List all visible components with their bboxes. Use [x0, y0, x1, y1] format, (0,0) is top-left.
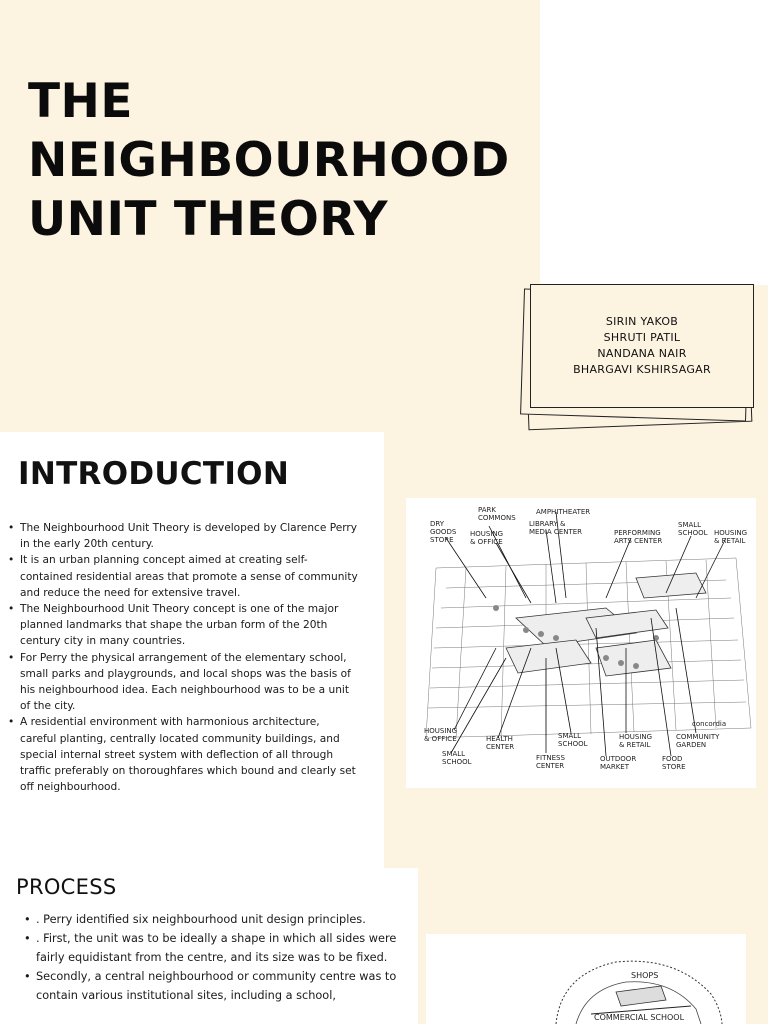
diagram-label: MARKET	[600, 763, 629, 771]
svg-text:PARK	[478, 506, 496, 514]
svg-text:GARDEN	[676, 741, 706, 749]
diagram-label: ARTS CENTER	[614, 537, 663, 545]
sketch-illustration	[426, 934, 746, 1024]
svg-text:SMALL	[678, 521, 701, 529]
svg-text:SMALL	[442, 750, 465, 758]
list-item: • . Perry identified six neighbourhood unit design principles.	[24, 910, 408, 929]
svg-text:CENTER	[536, 762, 564, 770]
diagram-label: LIBRARY &	[529, 520, 566, 528]
svg-text:concordia	[692, 720, 726, 728]
title-line-3: UNIT THEORY	[28, 192, 389, 247]
author-name: SIRIN YAKOB	[605, 315, 679, 328]
diagram-label: CENTER	[486, 743, 515, 751]
list-item: • For Perry the physical arrangement of the elementary school, small parks and playgrounds, and local shops was the basis of his neighbourhood idea. Each neighbourhood was to be a unit of the city.	[8, 650, 358, 715]
svg-text:SCHOOL	[442, 758, 472, 766]
svg-text:GOODS	[430, 528, 457, 536]
diagram-label: & OFFICE	[470, 538, 503, 546]
svg-text:& OFFICE	[470, 538, 503, 546]
diagram-label: FITNESS	[536, 754, 565, 762]
diagram-label: AMPHITHEATER	[536, 508, 591, 516]
diagram-label: GOODS	[430, 528, 457, 536]
list-item: • The Neighbourhood Unit Theory is developed by Clarence Perry in the early 20th century.	[8, 520, 358, 552]
diagram-label: & RETAIL	[714, 537, 746, 545]
diagram-label: SCHOOL	[442, 758, 472, 766]
diagram-label: PARK	[478, 506, 497, 514]
diagram-label: STORE	[662, 763, 686, 771]
svg-text:& OFFICE	[424, 735, 457, 743]
diagram-label: COMMONS	[478, 514, 516, 522]
title-line-1: THE	[28, 74, 134, 129]
svg-text:& RETAIL	[619, 741, 651, 749]
svg-text:HOUSING	[424, 727, 457, 735]
author-name: NANDANA NAIR	[597, 347, 687, 360]
svg-text:LIBRARY &	[529, 520, 566, 528]
svg-text:SCHOOL	[558, 740, 588, 748]
diagram-label: FOOD	[662, 755, 683, 763]
svg-text:ARTS CENTER	[614, 537, 662, 545]
diagram-label: HOUSING	[424, 727, 458, 735]
authors-card	[520, 284, 756, 426]
process-heading: PROCESS	[16, 875, 117, 899]
svg-text:MARKET	[600, 763, 630, 771]
list-item: • The Neighbourhood Unit Theory concept is one of the major planned landmarks that shape the urban form of the 20th century city in many countries.	[8, 601, 358, 650]
neighbourhood-sketch	[426, 934, 746, 1024]
diagram-label: DRY	[430, 520, 445, 528]
list-item: • Secondly, a central neighbourhood or community centre was to contain various institutional sites, including a school,	[24, 967, 408, 1005]
diagram-label: GARDEN	[676, 741, 707, 749]
svg-text:DRY	[430, 520, 445, 528]
diagram-label: PERFORMING	[614, 529, 661, 537]
diagram-label: HEALTH	[486, 735, 513, 743]
neighbourhood-diagram	[406, 498, 756, 788]
diagram-label: HOUSING	[619, 733, 653, 741]
svg-text:COMMONS	[478, 514, 516, 522]
svg-text:AMPHITHEATER	[536, 508, 590, 516]
sketch-label: SHOPS	[631, 971, 659, 980]
diagram-label: HOUSING	[714, 529, 748, 537]
svg-text:FITNESS	[536, 754, 565, 762]
svg-text:HOUSING	[470, 530, 503, 538]
diagram-label: SMALL	[558, 732, 582, 740]
svg-text:HOUSING	[714, 529, 747, 537]
list-item: • A residential environment with harmonious architecture, careful planting, centrally located community buildings, and special internal street system with deflection of all through traffic preferably on thoroughfares which bound and clearly set off neighbourhood.	[8, 714, 358, 795]
svg-text:MEDIA CENTER	[529, 528, 582, 536]
svg-text:SMALL	[558, 732, 581, 740]
diagram-label: MEDIA CENTER	[529, 528, 583, 536]
svg-text:COMMUNITY	[676, 733, 720, 741]
author-name: BHARGAVI KSHIRSAGAR	[573, 363, 711, 376]
diagram-label: & OFFICE	[424, 735, 457, 743]
svg-text:STORE	[430, 536, 454, 544]
introduction-heading: INTRODUCTION	[18, 456, 290, 492]
diagram-label: HOUSING	[470, 530, 504, 538]
authors-list	[530, 284, 754, 408]
diagram-illustration	[406, 498, 756, 788]
diagram-label: COMMUNITY	[676, 733, 720, 741]
svg-text:FOOD	[662, 755, 682, 763]
introduction-list	[8, 520, 358, 795]
list-item: • It is an urban planning concept aimed at creating self-contained residential areas that promote a sense of community and reduce the need for extensive travel.	[8, 552, 358, 601]
diagram-label: OUTDOOR	[600, 755, 637, 763]
svg-text:SCHOOL	[678, 529, 708, 537]
svg-text:& RETAIL	[714, 537, 746, 545]
process-list	[24, 910, 408, 1005]
author-name: SHRUTI PATIL	[603, 331, 681, 344]
diagram-label: & RETAIL	[619, 741, 651, 749]
svg-text:HOUSING	[619, 733, 652, 741]
list-item: • . First, the unit was to be ideally a shape in which all sides were fairly equidistant from the centre, and its size was to be fixed.	[24, 929, 408, 967]
svg-text:OUTDOOR	[600, 755, 636, 763]
diagram-label: SMALL	[678, 521, 702, 529]
diagram-label: CENTER	[536, 762, 565, 770]
svg-text:STORE	[662, 763, 686, 771]
page-title	[28, 72, 510, 249]
svg-text:PERFORMING	[614, 529, 661, 537]
diagram-label: SCHOOL	[558, 740, 588, 748]
title-line-2: NEIGHBOURHOOD	[28, 133, 510, 188]
svg-text:CENTER	[486, 743, 514, 751]
diagram-credit: concordia	[692, 720, 727, 728]
sketch-label: COMMERCIAL SCHOOL	[594, 1013, 685, 1022]
diagram-label: SCHOOL	[678, 529, 708, 537]
svg-text:HEALTH	[486, 735, 513, 743]
diagram-label: SMALL	[442, 750, 466, 758]
diagram-label: STORE	[430, 536, 454, 544]
